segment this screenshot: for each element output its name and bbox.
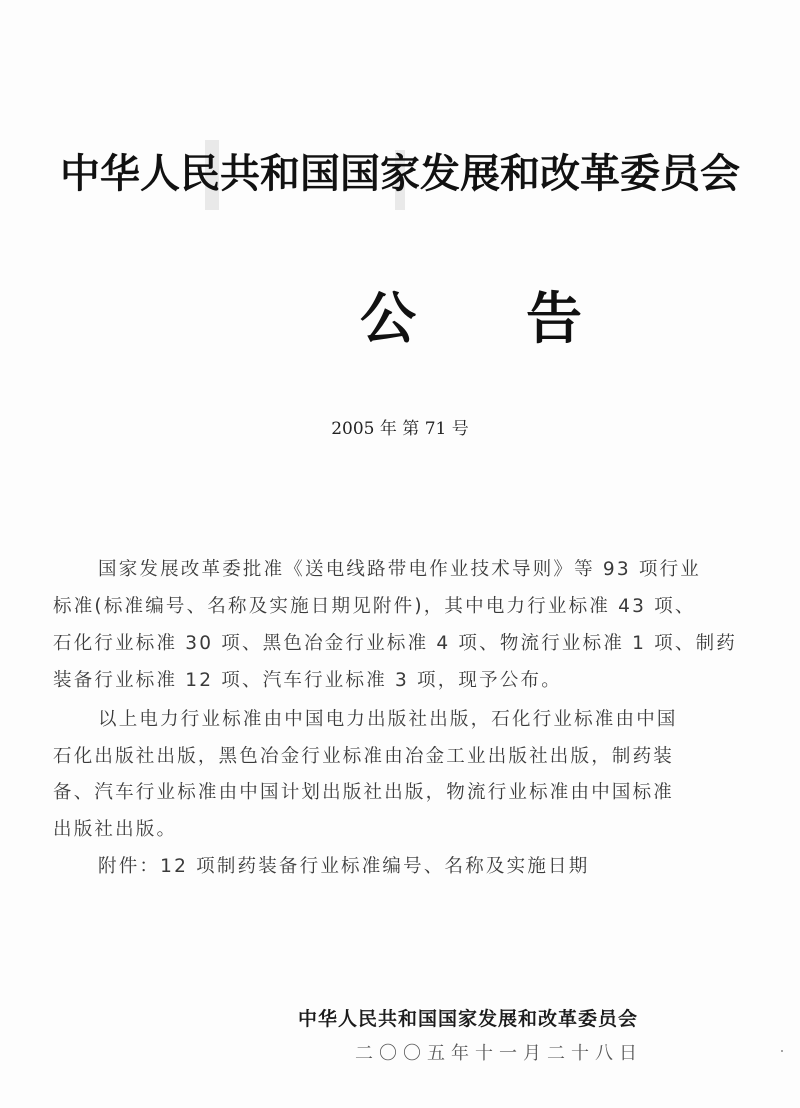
document-title: 公告	[360, 286, 692, 352]
signature-organization: 中华人民共和国国家发展和改革委员会	[298, 1008, 639, 1030]
signature-date: 二〇〇五年十一月二十八日	[355, 1043, 643, 1064]
scan-speck	[781, 1050, 783, 1052]
paragraph-line: 装备行业标准 12 项、汽车行业标准 3 项，现予公布。	[53, 670, 562, 691]
paragraph-line: 石化出版社出版，黑色冶金行业标准由冶金工业出版社出版，制药装	[53, 746, 675, 767]
paragraph-line: 标准(标准编号、名称及实施日期见附件)，其中电力行业标准 43 项、	[53, 596, 696, 617]
issuing-organization-heading: 中华人民共和国国家发展和改革委员会	[60, 150, 740, 197]
paragraph-line: 国家发展改革委批准《送电线路带电作业技术导则》等 93 项行业	[98, 559, 702, 580]
attachment-note: 附件：12 项制药装备行业标准编号、名称及实施日期	[98, 856, 590, 877]
paragraph-line: 石化行业标准 30 项、黑色冶金行业标准 4 项、物流行业标准 1 项、制药	[53, 633, 737, 654]
paragraph-line: 出版社出版。	[53, 819, 178, 840]
paragraph-line: 备、汽车行业标准由中国计划出版社出版，物流行业标准由中国标准	[53, 782, 675, 803]
document-number: 2005 年 第 71 号	[331, 419, 469, 439]
paragraph-line: 以上电力行业标准由中国电力出版社出版，石化行业标准由中国	[98, 709, 678, 730]
